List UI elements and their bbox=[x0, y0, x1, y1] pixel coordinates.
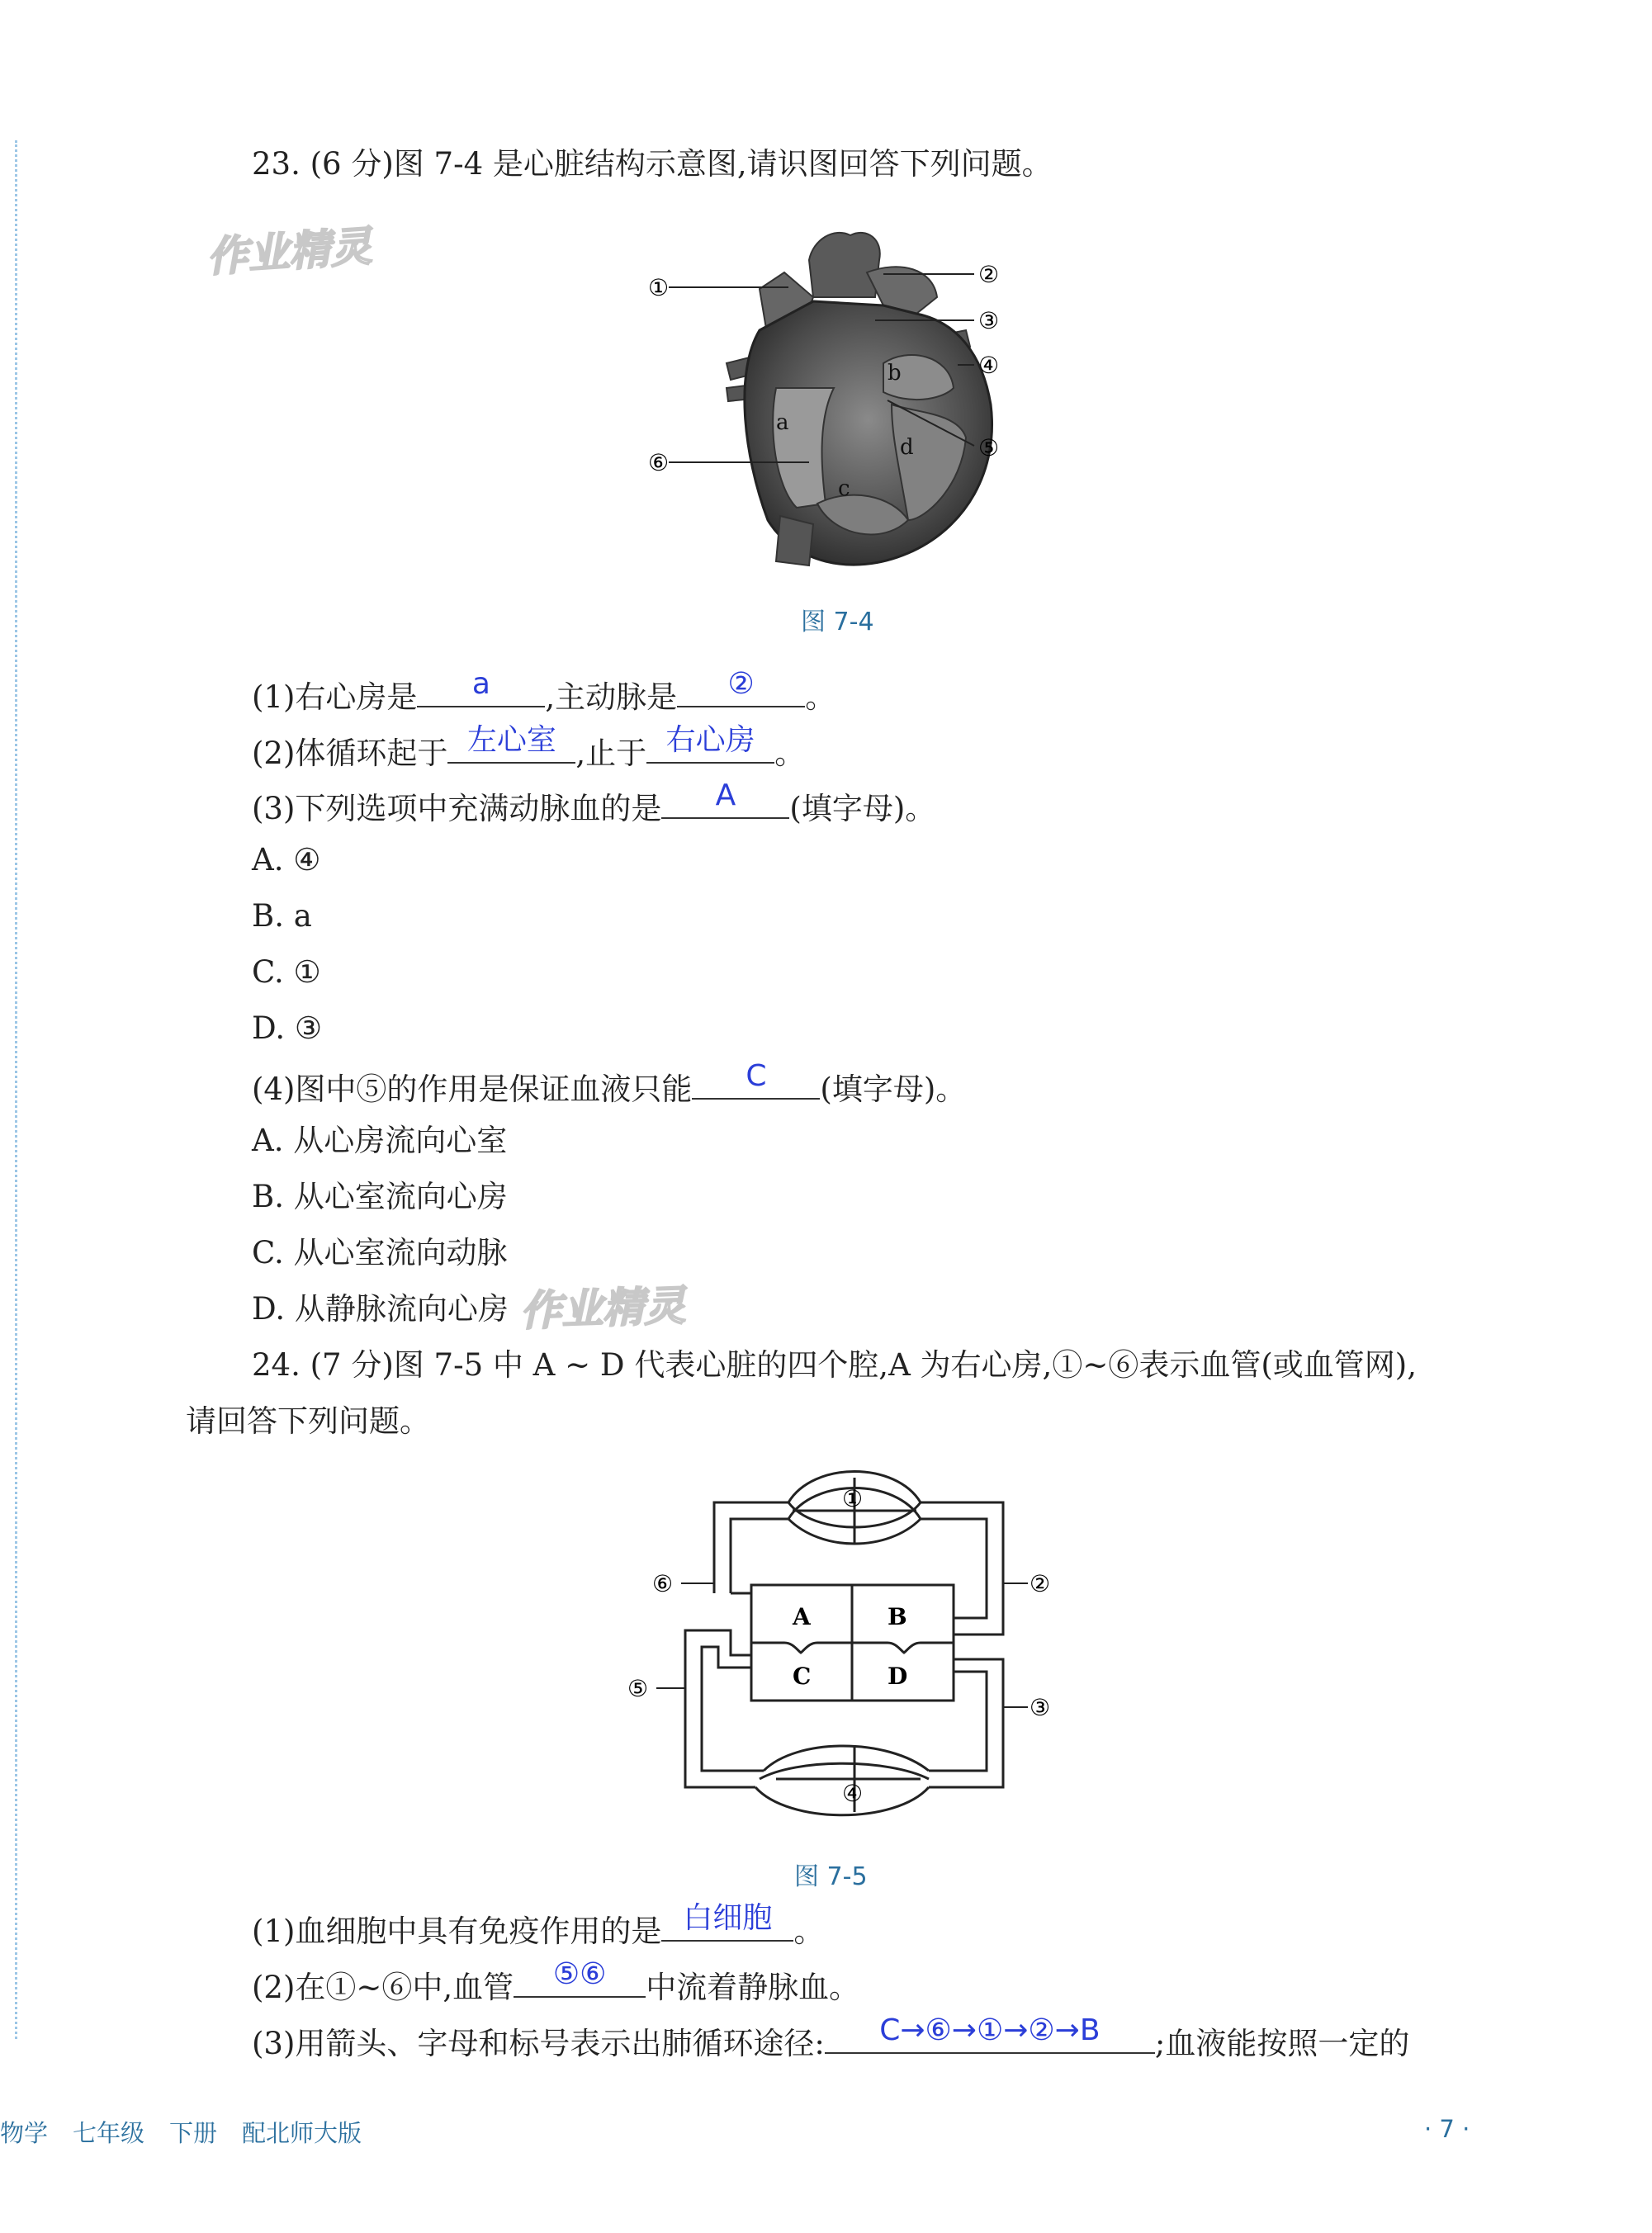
q24-part3: (3)用箭头、字母和标号表示出肺循环途径: C→⑥→①→②→B ;血液能按照一定的 bbox=[252, 2013, 1410, 2061]
q24-title-line2: 请回答下列问题。 bbox=[186, 1403, 430, 1439]
q23-option: C. 从心室流向动脉 bbox=[252, 1235, 508, 1270]
circ-label-5: ⑤ bbox=[627, 1675, 649, 1702]
q24-title-line1: 24. (7 分)图 7-5 中 A ~ D 代表心脏的四个腔,A 为右心房,①~⑥表示血管(或血管网), bbox=[252, 1347, 1417, 1383]
chamber-D: D bbox=[888, 1663, 908, 1690]
heart-label-b: b bbox=[888, 361, 902, 386]
circ-label-6: ⑥ bbox=[652, 1570, 674, 1597]
q23-title: 23. (6 分)图 7-4 是心脏结构示意图,请识图回答下列问题。 bbox=[252, 146, 1053, 182]
q23-option: A. 从心房流向心室 bbox=[252, 1123, 508, 1158]
footer-edition: 配北师大版 bbox=[242, 2119, 362, 2147]
chamber-A: A bbox=[793, 1603, 811, 1630]
q24-part1: (1)血细胞中具有免疫作用的是 白细胞 。 bbox=[252, 1901, 825, 1949]
footer-volume: 下册 bbox=[169, 2119, 218, 2147]
heart-label-6: ⑥ bbox=[648, 449, 670, 476]
q23-part3: (3)下列选项中充满动脉血的是 A (填字母)。 bbox=[252, 778, 936, 826]
circ-label-2: ② bbox=[1030, 1570, 1051, 1597]
watermark: 作业精灵 bbox=[519, 1281, 687, 1336]
heart-label-a: a bbox=[776, 410, 789, 435]
circ-label-4: ④ bbox=[842, 1780, 864, 1807]
heart-label-1: ① bbox=[648, 274, 670, 301]
page-number: · 7 · bbox=[1424, 2115, 1470, 2143]
heart-label-5: ⑤ bbox=[978, 434, 1000, 461]
circ-label-3: ③ bbox=[1030, 1694, 1051, 1721]
q23-option: D. ③ bbox=[252, 1010, 323, 1046]
answer-blank[interactable]: 左心室 bbox=[447, 729, 575, 764]
q23-option: B. a bbox=[252, 898, 312, 934]
answer-blank[interactable]: 右心房 bbox=[646, 729, 774, 764]
circulation-diagram bbox=[623, 1461, 1086, 1833]
answer-blank[interactable]: a bbox=[417, 673, 545, 707]
heart-label-2: ② bbox=[978, 261, 1000, 288]
answer-blank[interactable]: 白细胞 bbox=[661, 1907, 793, 1942]
heart-label-3: ③ bbox=[978, 307, 1000, 334]
heart-label-c: c bbox=[838, 476, 850, 501]
circ-label-1: ① bbox=[842, 1485, 864, 1512]
q23-part2: (2)体循环起于 左心室 ,止于 右心房 。 bbox=[252, 723, 806, 771]
figure-7-4-caption: 图 7-4 bbox=[801, 608, 874, 636]
q23-part1: (1)右心房是 a ,主动脉是 ② 。 bbox=[252, 667, 836, 715]
answer-blank[interactable]: C bbox=[692, 1065, 820, 1100]
q23-option: A. ④ bbox=[252, 842, 321, 878]
heart-diagram bbox=[636, 223, 1098, 586]
page-edge-decoration bbox=[15, 140, 22, 2039]
q23-option: B. 从心室流向心房 bbox=[252, 1179, 508, 1214]
figure-7-5-caption: 图 7-5 bbox=[794, 1862, 868, 1891]
answer-blank[interactable]: ② bbox=[677, 673, 805, 707]
watermark: 作业精灵 bbox=[205, 222, 374, 281]
answer-blank[interactable]: ⑤⑥ bbox=[514, 1963, 646, 1998]
footer-subject: 物学 bbox=[0, 2119, 49, 2147]
q24-part2: (2)在①~⑥中,血管 ⑤⑥ 中流着静脉血。 bbox=[252, 1957, 860, 2005]
heart-label-d: d bbox=[900, 435, 914, 460]
q23-part4: (4)图中⑤的作用是保证血液只能 C (填字母)。 bbox=[252, 1059, 967, 1107]
chamber-B: B bbox=[888, 1603, 907, 1630]
answer-blank[interactable]: C→⑥→①→②→B bbox=[825, 2019, 1155, 2054]
footer-grade: 七年级 bbox=[73, 2119, 145, 2147]
chamber-C: C bbox=[793, 1663, 812, 1690]
q23-option: C. ① bbox=[252, 954, 321, 990]
footer-book-info bbox=[0, 2115, 386, 2149]
q23-option: D. 从静脉流向心房 bbox=[252, 1291, 509, 1327]
answer-blank[interactable]: A bbox=[661, 784, 789, 819]
heart-label-4: ④ bbox=[978, 352, 1000, 379]
